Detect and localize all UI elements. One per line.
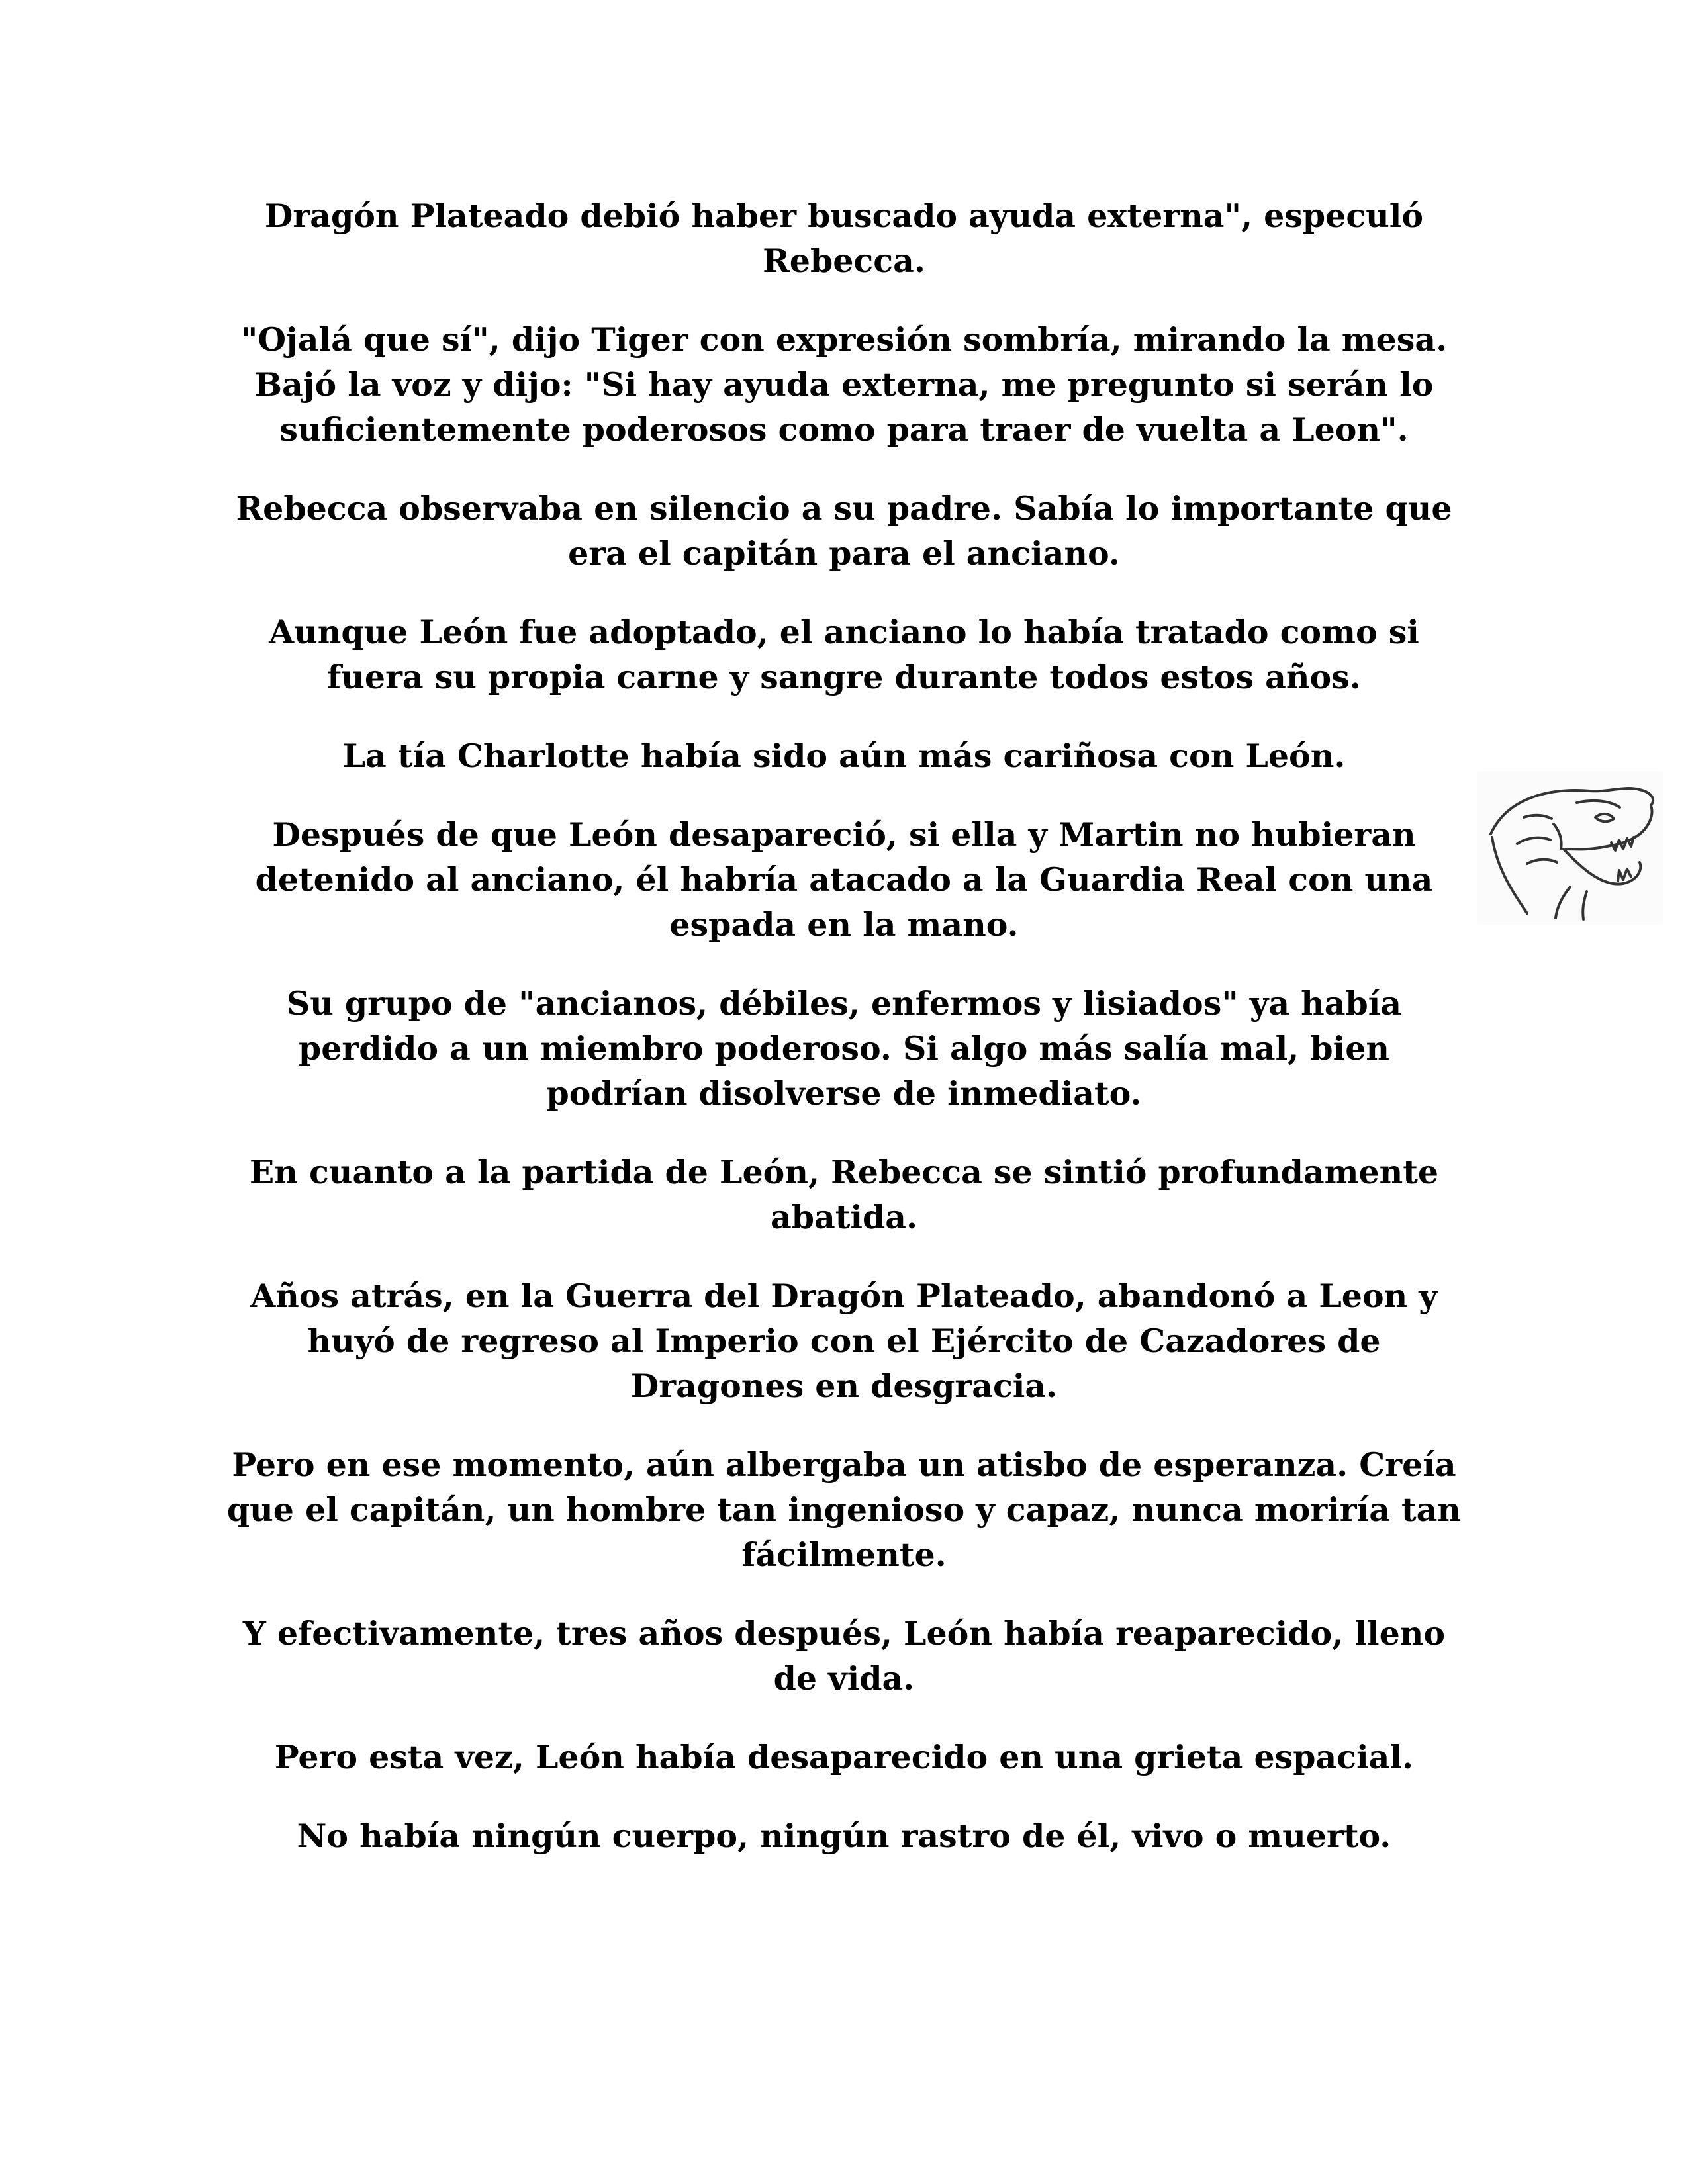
paragraph: Después de que León desapareció, si ella y Martin no hubieran detenido al anciano, él habría atacado a la Guardia Real con una espada en la mano. [255, 815, 1433, 944]
paragraph: En cuanto a la partida de León, Rebecca se sintió profundamente abatida. [249, 1153, 1439, 1236]
paragraph: Aunque León fue adoptado, el anciano lo había tratado como si fuera su propia carne y sangre durante todos estos años. [269, 613, 1419, 696]
paragraph: "Ojalá que sí", dijo Tiger con expresión sombría, mirando la mesa. Bajó la voz y dijo: "Si hay ayuda externa, me pregunto si serán lo suficientemente poderosos como para traer de vuelta a Leon". [240, 320, 1448, 449]
paragraph: Rebecca observaba en silencio a su padre. Sabía lo importante que era el capitán para el anciano. [236, 489, 1452, 572]
paragraph: Años atrás, en la Guerra del Dragón Plateado, abandonó a Leon y huyó de regreso al Imperio con el Ejército de Cazadores de Dragones en desgracia. [250, 1277, 1438, 1405]
paragraph: La tía Charlotte había sido aún más cariñosa con León. [342, 737, 1346, 775]
paragraph: Dragón Plateado debió haber buscado ayuda externa", especuló Rebecca. [264, 197, 1424, 280]
paragraph: No había ningún cuerpo, ningún rastro de él, vivo o muerto. [297, 1817, 1391, 1855]
dragon-head-sketch-icon [1477, 771, 1663, 925]
paragraph: Pero en ese momento, aún albergaba un atisbo de esperanza. Creía que el capitán, un hombre tan ingenioso y capaz, nunca moriría tan fácilmente. [226, 1445, 1462, 1574]
paragraph: Pero esta vez, León había desaparecido en una grieta espacial. [274, 1738, 1414, 1776]
paragraph: Y efectivamente, tres años después, León había reaparecido, lleno de vida. [242, 1614, 1446, 1698]
page-body-text [225, 193, 1463, 1892]
paragraph: Su grupo de "ancianos, débiles, enfermos y lisiados" ya había perdido a un miembro poderoso. Si algo más salía mal, bien podrían disolverse de inmediato. [286, 984, 1402, 1113]
